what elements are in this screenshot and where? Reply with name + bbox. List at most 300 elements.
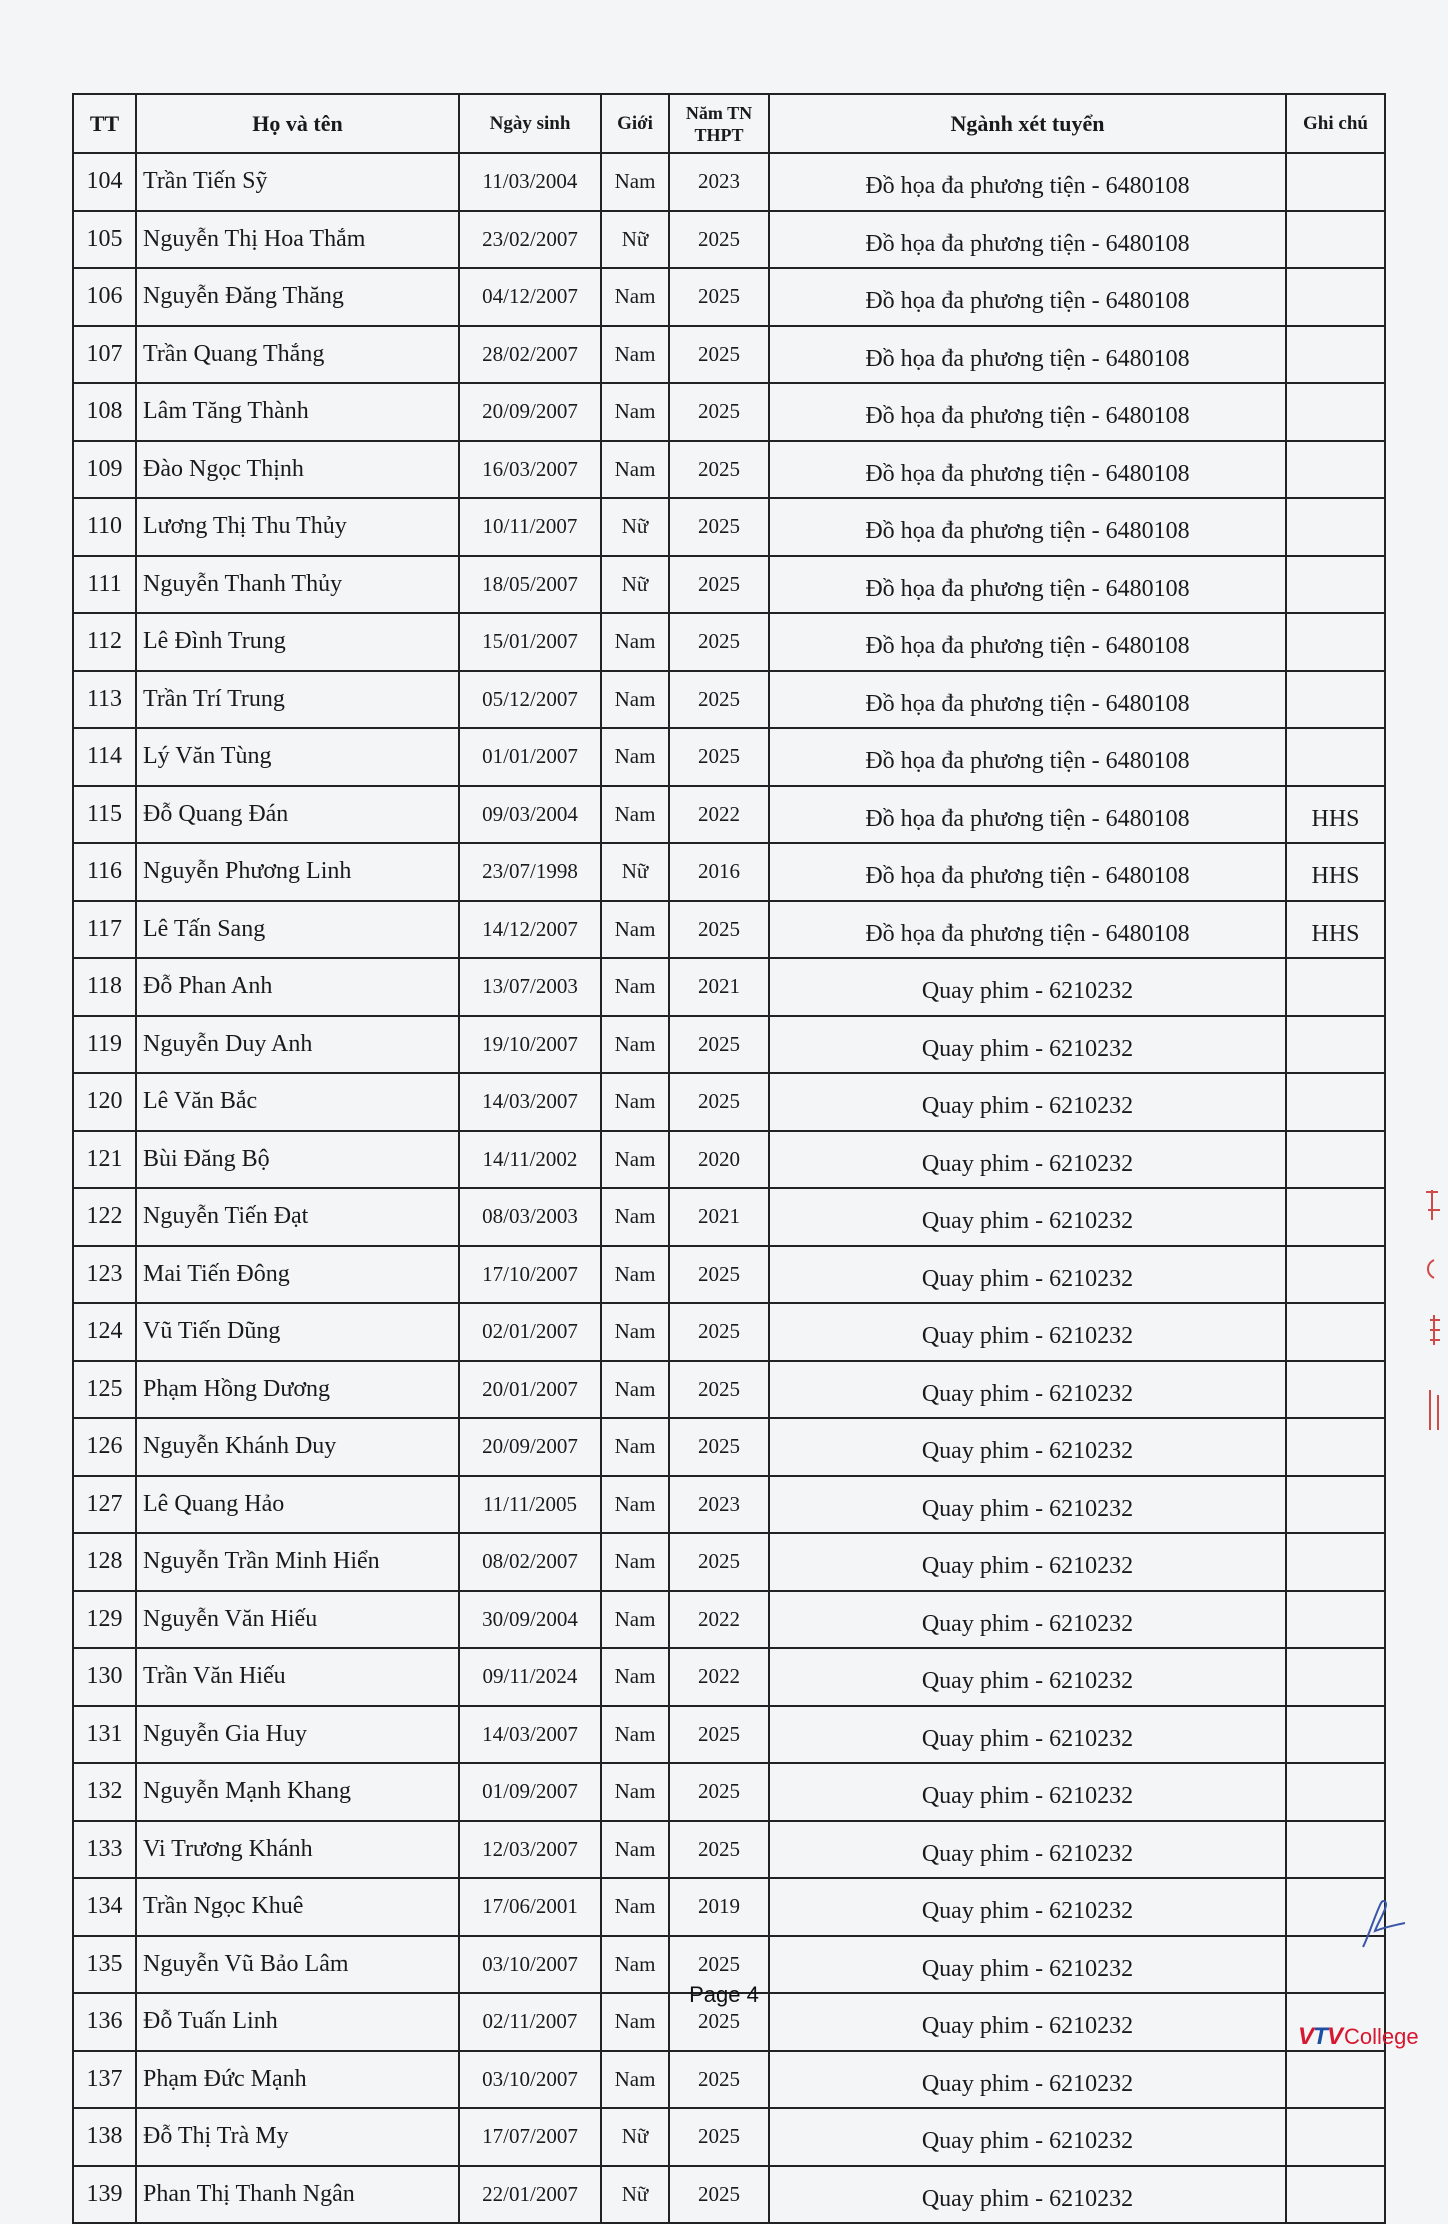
cell-graduation-year: 2016 [669, 843, 769, 901]
cell-full-name: Lê Quang Hảo [136, 1476, 459, 1534]
table-row [73, 1763, 1385, 1821]
cell-note [1286, 958, 1385, 1016]
cell-major: Đồ họa đa phương tiện - 6480108 [769, 153, 1286, 211]
cell-gender: Nam [601, 1533, 669, 1591]
cell-major: Đồ họa đa phương tiện - 6480108 [769, 728, 1286, 786]
cell-tt: 107 [73, 326, 136, 384]
cell-gender: Nam [601, 383, 669, 441]
cell-graduation-year: 2025 [669, 1073, 769, 1131]
table-row [73, 1418, 1385, 1476]
header-sex: Giới [601, 94, 669, 153]
cell-graduation-year: 2025 [669, 1016, 769, 1074]
table-row [73, 1188, 1385, 1246]
cell-date-of-birth: 14/12/2007 [459, 901, 601, 959]
header-tt: TT [73, 94, 136, 153]
cell-full-name: Nguyễn Trần Minh Hiển [136, 1533, 459, 1591]
cell-tt: 131 [73, 1706, 136, 1764]
cell-note [1286, 1246, 1385, 1304]
cell-note [1286, 383, 1385, 441]
cell-major: Quay phim - 6210232 [769, 1303, 1286, 1361]
cell-note [1286, 2166, 1385, 2224]
table-row [73, 441, 1385, 499]
cell-date-of-birth: 23/07/1998 [459, 843, 601, 901]
cell-tt: 125 [73, 1361, 136, 1419]
cell-full-name: Lê Văn Bắc [136, 1073, 459, 1131]
cell-tt: 106 [73, 268, 136, 326]
header-graduation-year [669, 94, 769, 153]
cell-date-of-birth: 08/02/2007 [459, 1533, 601, 1591]
cell-gender: Nam [601, 1361, 669, 1419]
candidate-table [72, 93, 1386, 2224]
cell-gender: Nam [601, 1073, 669, 1131]
cell-tt: 128 [73, 1533, 136, 1591]
cell-graduation-year: 2025 [669, 1533, 769, 1591]
cell-graduation-year: 2025 [669, 326, 769, 384]
cell-tt: 117 [73, 901, 136, 959]
cell-graduation-year: 2025 [669, 383, 769, 441]
cell-graduation-year: 2025 [669, 2051, 769, 2109]
cell-tt: 113 [73, 671, 136, 729]
cell-graduation-year: 2021 [669, 958, 769, 1016]
cell-date-of-birth: 02/01/2007 [459, 1303, 601, 1361]
svg-text:College: College [1344, 2024, 1419, 2049]
cell-major: Quay phim - 6210232 [769, 1878, 1286, 1936]
cell-note [1286, 613, 1385, 671]
cell-date-of-birth: 02/11/2007 [459, 1993, 601, 2051]
cell-gender: Nam [601, 268, 669, 326]
cell-major: Quay phim - 6210232 [769, 1073, 1286, 1131]
cell-major: Quay phim - 6210232 [769, 1763, 1286, 1821]
cell-gender: Nam [601, 1016, 669, 1074]
cell-graduation-year: 2025 [669, 728, 769, 786]
cell-full-name: Nguyễn Duy Anh [136, 1016, 459, 1074]
cell-note [1286, 2051, 1385, 2109]
table-row [73, 1016, 1385, 1074]
cell-full-name: Phạm Đức Mạnh [136, 2051, 459, 2109]
table-row [73, 1706, 1385, 1764]
cell-note [1286, 1131, 1385, 1189]
cell-date-of-birth: 03/10/2007 [459, 1936, 601, 1994]
cell-tt: 109 [73, 441, 136, 499]
cell-full-name: Vũ Tiến Dũng [136, 1303, 459, 1361]
cell-gender: Nữ [601, 843, 669, 901]
cell-full-name: Nguyễn Thị Hoa Thắm [136, 211, 459, 269]
cell-major: Đồ họa đa phương tiện - 6480108 [769, 843, 1286, 901]
cell-gender: Nữ [601, 211, 669, 269]
cell-major: Đồ họa đa phương tiện - 6480108 [769, 211, 1286, 269]
cell-gender: Nam [601, 1591, 669, 1649]
cell-date-of-birth: 28/02/2007 [459, 326, 601, 384]
cell-tt: 129 [73, 1591, 136, 1649]
cell-gender: Nam [601, 441, 669, 499]
table-row [73, 728, 1385, 786]
cell-full-name: Trần Văn Hiếu [136, 1648, 459, 1706]
cell-graduation-year: 2025 [669, 268, 769, 326]
cell-graduation-year: 2025 [669, 1246, 769, 1304]
cell-graduation-year: 2025 [669, 1993, 769, 2051]
cell-gender: Nam [601, 1476, 669, 1534]
table-row [73, 1821, 1385, 1879]
cell-note [1286, 1188, 1385, 1246]
cell-note [1286, 498, 1385, 556]
cell-full-name: Đỗ Quang Đán [136, 786, 459, 844]
cell-tt: 136 [73, 1993, 136, 2051]
header-dob: Ngày sinh [459, 94, 601, 153]
cell-graduation-year: 2025 [669, 498, 769, 556]
cell-major: Quay phim - 6210232 [769, 1936, 1286, 1994]
cell-graduation-year: 2025 [669, 901, 769, 959]
table-row [73, 1591, 1385, 1649]
cell-full-name: Nguyễn Tiến Đạt [136, 1188, 459, 1246]
table-body [73, 153, 1385, 2223]
cell-note [1286, 1418, 1385, 1476]
cell-gender: Nữ [601, 556, 669, 614]
cell-full-name: Vi Trương Khánh [136, 1821, 459, 1879]
cell-tt: 115 [73, 786, 136, 844]
cell-tt: 105 [73, 211, 136, 269]
cell-tt: 133 [73, 1821, 136, 1879]
cell-date-of-birth: 18/05/2007 [459, 556, 601, 614]
table-row [73, 383, 1385, 441]
cell-date-of-birth: 12/03/2007 [459, 1821, 601, 1879]
header-name: Họ và tên [136, 94, 459, 153]
cell-tt: 119 [73, 1016, 136, 1074]
cell-note [1286, 1361, 1385, 1419]
cell-major: Quay phim - 6210232 [769, 1246, 1286, 1304]
cell-note [1286, 1648, 1385, 1706]
cell-date-of-birth: 30/09/2004 [459, 1591, 601, 1649]
cell-major: Đồ họa đa phương tiện - 6480108 [769, 901, 1286, 959]
cell-major: Đồ họa đa phương tiện - 6480108 [769, 441, 1286, 499]
vtv-college-logo [1298, 2020, 1438, 2057]
cell-gender: Nam [601, 1993, 669, 2051]
cell-gender: Nam [601, 153, 669, 211]
table-row [73, 153, 1385, 211]
cell-gender: Nam [601, 1188, 669, 1246]
cell-major: Quay phim - 6210232 [769, 2166, 1286, 2224]
cell-graduation-year: 2025 [669, 1361, 769, 1419]
cell-major: Quay phim - 6210232 [769, 1591, 1286, 1649]
cell-tt: 110 [73, 498, 136, 556]
cell-graduation-year: 2025 [669, 556, 769, 614]
cell-gender: Nam [601, 1763, 669, 1821]
cell-gender: Nam [601, 786, 669, 844]
cell-major: Quay phim - 6210232 [769, 1821, 1286, 1879]
cell-graduation-year: 2019 [669, 1878, 769, 1936]
cell-tt: 134 [73, 1878, 136, 1936]
cell-full-name: Nguyễn Đăng Thăng [136, 268, 459, 326]
cell-tt: 124 [73, 1303, 136, 1361]
cell-major: Quay phim - 6210232 [769, 1706, 1286, 1764]
cell-gender: Nam [601, 1418, 669, 1476]
cell-gender: Nam [601, 1936, 669, 1994]
cell-date-of-birth: 11/11/2005 [459, 1476, 601, 1534]
table-row [73, 1648, 1385, 1706]
cell-note [1286, 268, 1385, 326]
cell-note [1286, 1016, 1385, 1074]
cell-gender: Nam [601, 613, 669, 671]
cell-date-of-birth: 09/11/2024 [459, 1648, 601, 1706]
header-major: Ngành xét tuyển [769, 94, 1286, 153]
signature-icon [1355, 1895, 1415, 1955]
table-row [73, 1303, 1385, 1361]
cell-note [1286, 441, 1385, 499]
table-row [73, 1533, 1385, 1591]
table-row [73, 2051, 1385, 2109]
cell-note: HHS [1286, 901, 1385, 959]
cell-full-name: Nguyễn Mạnh Khang [136, 1763, 459, 1821]
cell-note: HHS [1286, 786, 1385, 844]
cell-major: Quay phim - 6210232 [769, 958, 1286, 1016]
cell-tt: 135 [73, 1936, 136, 1994]
cell-date-of-birth: 19/10/2007 [459, 1016, 601, 1074]
cell-tt: 127 [73, 1476, 136, 1534]
header-note: Ghi chú [1286, 94, 1385, 153]
svg-text:T: T [1313, 2023, 1328, 2050]
cell-gender: Nam [601, 1878, 669, 1936]
cell-date-of-birth: 01/01/2007 [459, 728, 601, 786]
cell-graduation-year: 2022 [669, 1591, 769, 1649]
cell-full-name: Trần Quang Thắng [136, 326, 459, 384]
cell-note [1286, 1706, 1385, 1764]
cell-note [1286, 1591, 1385, 1649]
cell-note [1286, 728, 1385, 786]
cell-tt: 123 [73, 1246, 136, 1304]
cell-major: Đồ họa đa phương tiện - 6480108 [769, 268, 1286, 326]
table-row [73, 843, 1385, 901]
table-row [73, 613, 1385, 671]
cell-gender: Nam [601, 1821, 669, 1879]
svg-text:V: V [1298, 2023, 1315, 2050]
cell-note [1286, 1476, 1385, 1534]
cell-major: Đồ họa đa phương tiện - 6480108 [769, 786, 1286, 844]
cell-graduation-year: 2025 [669, 1418, 769, 1476]
cell-major: Đồ họa đa phương tiện - 6480108 [769, 326, 1286, 384]
header-graduation-year-line2: THPT [694, 124, 744, 145]
cell-graduation-year: 2025 [669, 1936, 769, 1994]
stamp-edge-mark [1422, 1180, 1448, 1445]
cell-major: Đồ họa đa phương tiện - 6480108 [769, 498, 1286, 556]
cell-major: Quay phim - 6210232 [769, 1361, 1286, 1419]
cell-graduation-year: 2025 [669, 1303, 769, 1361]
cell-graduation-year: 2022 [669, 1648, 769, 1706]
cell-full-name: Lê Tấn Sang [136, 901, 459, 959]
cell-gender: Nam [601, 958, 669, 1016]
cell-gender: Nữ [601, 2108, 669, 2166]
cell-gender: Nam [601, 1131, 669, 1189]
cell-date-of-birth: 09/03/2004 [459, 786, 601, 844]
cell-graduation-year: 2021 [669, 1188, 769, 1246]
cell-date-of-birth: 20/01/2007 [459, 1361, 601, 1419]
cell-full-name: Mai Tiến Đông [136, 1246, 459, 1304]
cell-tt: 114 [73, 728, 136, 786]
cell-date-of-birth: 08/03/2003 [459, 1188, 601, 1246]
cell-tt: 120 [73, 1073, 136, 1131]
table-row [73, 556, 1385, 614]
cell-date-of-birth: 17/06/2001 [459, 1878, 601, 1936]
cell-gender: Nữ [601, 498, 669, 556]
cell-note [1286, 326, 1385, 384]
cell-tt: 111 [73, 556, 136, 614]
cell-graduation-year: 2025 [669, 1706, 769, 1764]
cell-gender: Nam [601, 1648, 669, 1706]
cell-full-name: Trần Ngọc Khuê [136, 1878, 459, 1936]
cell-full-name: Nguyễn Thanh Thủy [136, 556, 459, 614]
header-graduation-year-line1: Năm TN [685, 102, 753, 123]
table-row [73, 671, 1385, 729]
cell-major: Đồ họa đa phương tiện - 6480108 [769, 556, 1286, 614]
cell-tt: 137 [73, 2051, 136, 2109]
cell-full-name: Đỗ Thị Trà My [136, 2108, 459, 2166]
cell-tt: 122 [73, 1188, 136, 1246]
cell-tt: 126 [73, 1418, 136, 1476]
cell-graduation-year: 2025 [669, 2166, 769, 2224]
cell-gender: Nam [601, 1246, 669, 1304]
cell-tt: 139 [73, 2166, 136, 2224]
table-row [73, 1361, 1385, 1419]
cell-note [1286, 2108, 1385, 2166]
cell-major: Quay phim - 6210232 [769, 1533, 1286, 1591]
cell-gender: Nam [601, 1706, 669, 1764]
cell-full-name: Lương Thị Thu Thủy [136, 498, 459, 556]
cell-full-name: Đỗ Tuấn Linh [136, 1993, 459, 2051]
cell-date-of-birth: 01/09/2007 [459, 1763, 601, 1821]
cell-graduation-year: 2023 [669, 1476, 769, 1534]
cell-graduation-year: 2022 [669, 786, 769, 844]
cell-full-name: Lê Đình Trung [136, 613, 459, 671]
cell-date-of-birth: 13/07/2003 [459, 958, 601, 1016]
cell-major: Quay phim - 6210232 [769, 1418, 1286, 1476]
table-header-row [73, 94, 1385, 153]
cell-major: Quay phim - 6210232 [769, 1648, 1286, 1706]
cell-note: HHS [1286, 843, 1385, 901]
vtv-college-logo-graphic [1298, 2020, 1438, 2052]
cell-note [1286, 1073, 1385, 1131]
cell-full-name: Nguyễn Khánh Duy [136, 1418, 459, 1476]
cell-full-name: Trần Tiến Sỹ [136, 153, 459, 211]
table-row [73, 1246, 1385, 1304]
svg-text:V: V [1327, 2023, 1344, 2050]
cell-date-of-birth: 14/03/2007 [459, 1073, 601, 1131]
cell-graduation-year: 2025 [669, 1821, 769, 1879]
cell-date-of-birth: 11/03/2004 [459, 153, 601, 211]
cell-gender: Nam [601, 671, 669, 729]
cell-major: Quay phim - 6210232 [769, 1993, 1286, 2051]
cell-gender: Nam [601, 326, 669, 384]
cell-note [1286, 556, 1385, 614]
cell-date-of-birth: 20/09/2007 [459, 1418, 601, 1476]
cell-note [1286, 1533, 1385, 1591]
table-row [73, 326, 1385, 384]
cell-gender: Nam [601, 1303, 669, 1361]
cell-major: Quay phim - 6210232 [769, 1476, 1286, 1534]
cell-tt: 138 [73, 2108, 136, 2166]
cell-full-name: Trần Trí Trung [136, 671, 459, 729]
cell-date-of-birth: 16/03/2007 [459, 441, 601, 499]
cell-note [1286, 1303, 1385, 1361]
cell-note [1286, 1821, 1385, 1879]
cell-full-name: Đào Ngọc Thịnh [136, 441, 459, 499]
cell-date-of-birth: 15/01/2007 [459, 613, 601, 671]
admission-list [72, 93, 1384, 2224]
cell-date-of-birth: 20/09/2007 [459, 383, 601, 441]
cell-major: Quay phim - 6210232 [769, 2051, 1286, 2109]
cell-note [1286, 153, 1385, 211]
cell-full-name: Lý Văn Tùng [136, 728, 459, 786]
cell-full-name: Phan Thị Thanh Ngân [136, 2166, 459, 2224]
table-row [73, 901, 1385, 959]
cell-major: Quay phim - 6210232 [769, 1016, 1286, 1074]
cell-major: Đồ họa đa phương tiện - 6480108 [769, 613, 1286, 671]
cell-graduation-year: 2025 [669, 613, 769, 671]
cell-date-of-birth: 17/10/2007 [459, 1246, 601, 1304]
cell-full-name: Đỗ Phan Anh [136, 958, 459, 1016]
cell-gender: Nam [601, 2051, 669, 2109]
table-row [73, 1476, 1385, 1534]
cell-major: Quay phim - 6210232 [769, 1188, 1286, 1246]
cell-full-name: Nguyễn Phương Linh [136, 843, 459, 901]
cell-date-of-birth: 17/07/2007 [459, 2108, 601, 2166]
cell-gender: Nam [601, 728, 669, 786]
cell-note [1286, 1763, 1385, 1821]
cell-date-of-birth: 04/12/2007 [459, 268, 601, 326]
cell-tt: 132 [73, 1763, 136, 1821]
cell-note [1286, 671, 1385, 729]
cell-graduation-year: 2025 [669, 671, 769, 729]
table-row [73, 1878, 1385, 1936]
cell-graduation-year: 2025 [669, 211, 769, 269]
cell-tt: 121 [73, 1131, 136, 1189]
cell-tt: 130 [73, 1648, 136, 1706]
table-row [73, 958, 1385, 1016]
cell-tt: 108 [73, 383, 136, 441]
cell-major: Quay phim - 6210232 [769, 1131, 1286, 1189]
cell-date-of-birth: 10/11/2007 [459, 498, 601, 556]
table-row [73, 1131, 1385, 1189]
cell-gender: Nam [601, 901, 669, 959]
cell-major: Quay phim - 6210232 [769, 2108, 1286, 2166]
cell-date-of-birth: 14/03/2007 [459, 1706, 601, 1764]
cell-graduation-year: 2025 [669, 441, 769, 499]
table-row [73, 211, 1385, 269]
cell-tt: 118 [73, 958, 136, 1016]
cell-date-of-birth: 14/11/2002 [459, 1131, 601, 1189]
cell-tt: 116 [73, 843, 136, 901]
table-row [73, 498, 1385, 556]
cell-graduation-year: 2023 [669, 153, 769, 211]
cell-date-of-birth: 23/02/2007 [459, 211, 601, 269]
cell-full-name: Bùi Đăng Bộ [136, 1131, 459, 1189]
cell-major: Đồ họa đa phương tiện - 6480108 [769, 383, 1286, 441]
table-row [73, 2108, 1385, 2166]
cell-full-name: Phạm Hồng Dương [136, 1361, 459, 1419]
red-stamp-fragment-icon [1422, 1180, 1448, 1440]
cell-tt: 112 [73, 613, 136, 671]
cell-full-name: Lâm Tăng Thành [136, 383, 459, 441]
cell-note [1286, 211, 1385, 269]
cell-full-name: Nguyễn Văn Hiếu [136, 1591, 459, 1649]
table-row [73, 2166, 1385, 2224]
cell-full-name: Nguyễn Vũ Bảo Lâm [136, 1936, 459, 1994]
cell-full-name: Nguyễn Gia Huy [136, 1706, 459, 1764]
cell-graduation-year: 2025 [669, 1763, 769, 1821]
cell-date-of-birth: 03/10/2007 [459, 2051, 601, 2109]
cell-date-of-birth: 05/12/2007 [459, 671, 601, 729]
cell-graduation-year: 2020 [669, 1131, 769, 1189]
cell-gender: Nữ [601, 2166, 669, 2224]
cell-major: Đồ họa đa phương tiện - 6480108 [769, 671, 1286, 729]
cell-tt: 104 [73, 153, 136, 211]
